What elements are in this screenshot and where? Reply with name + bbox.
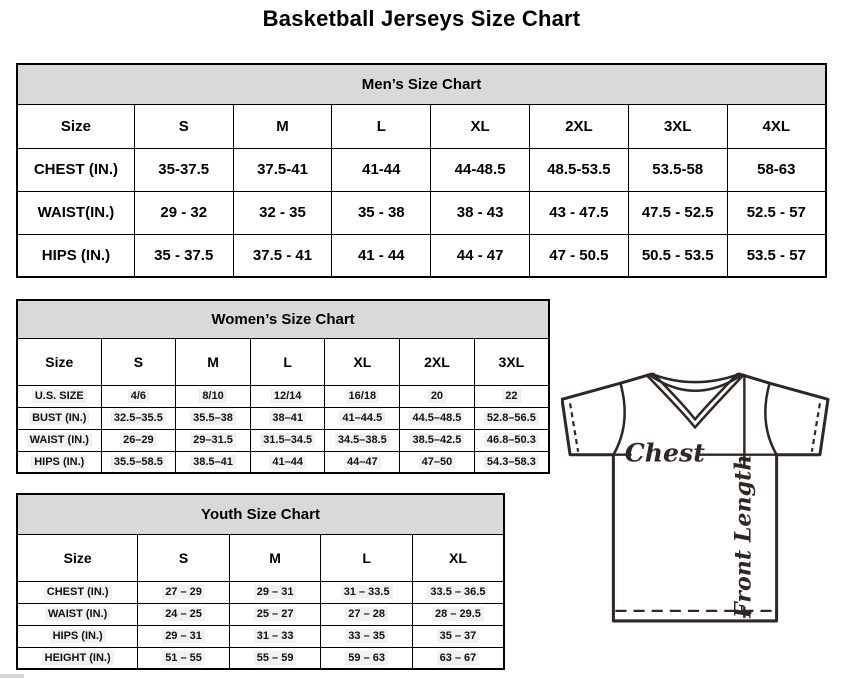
- table-cell: [250, 407, 325, 429]
- youth-chart-header-row: [17, 494, 504, 534]
- table-cell: [229, 647, 321, 669]
- table-cell: [176, 429, 251, 451]
- table-row: [17, 191, 826, 234]
- table-cell: [628, 191, 727, 234]
- table-cell: [229, 581, 321, 603]
- womens-column-header-row: [17, 338, 549, 385]
- table-row: [17, 625, 504, 647]
- table-cell: [325, 407, 400, 429]
- cell-value: 38.5–42.5: [409, 433, 464, 447]
- cell-value: 8/10: [199, 389, 226, 403]
- front-length-label: Front Length: [730, 454, 757, 619]
- mens-chart-title: Men’s Size Chart: [17, 64, 826, 104]
- cell-value: 20: [428, 389, 446, 403]
- cell-value: 35 – 37: [437, 629, 480, 643]
- cell-value: 43 - 47.5: [549, 204, 609, 221]
- column-header: Size: [17, 104, 134, 148]
- table-cell: [431, 191, 530, 234]
- cell-value: 38–41: [269, 411, 306, 425]
- column-header: Size: [17, 338, 101, 385]
- cell-value: 12/14: [271, 389, 305, 403]
- page-title: Basketball Jerseys Size Chart: [262, 6, 581, 31]
- table-cell: [101, 385, 176, 407]
- womens-chart-title: Women’s Size Chart: [17, 300, 549, 338]
- table-cell: [474, 451, 549, 473]
- cell-value: 27 – 28: [345, 607, 388, 621]
- table-cell: [332, 148, 431, 191]
- row-label-cell: [17, 385, 101, 407]
- cell-value: 54.3–58.3: [484, 455, 539, 469]
- table-cell: [134, 148, 233, 191]
- cell-value: 38.5–41: [190, 455, 236, 469]
- cell-value: 29 – 31: [254, 585, 297, 599]
- column-header: M: [229, 534, 321, 581]
- youth-chart-title: Youth Size Chart: [17, 494, 504, 534]
- table-cell: [250, 429, 325, 451]
- table-row: [17, 581, 504, 603]
- table-cell: [233, 191, 332, 234]
- cell-value: 29–31.5: [190, 433, 236, 447]
- table-cell: [176, 407, 251, 429]
- table-cell: [431, 148, 530, 191]
- table-cell: [233, 234, 332, 277]
- table-cell: [321, 581, 413, 603]
- column-header: L: [250, 338, 325, 385]
- table-row: [17, 148, 826, 191]
- cell-value: 41–44: [269, 455, 306, 469]
- cell-value: 28 – 29.5: [432, 607, 484, 621]
- cell-value: 31 – 33: [254, 629, 297, 643]
- cell-value: 22: [502, 389, 520, 403]
- column-header: XL: [431, 104, 530, 148]
- cell-value: 44.5–48.5: [409, 411, 464, 425]
- column-header: S: [101, 338, 176, 385]
- cell-value: 27 – 29: [162, 585, 205, 599]
- table-cell: [727, 191, 826, 234]
- cell-value: 52.8–56.5: [484, 411, 539, 425]
- column-header: 3XL: [628, 104, 727, 148]
- table-cell: [474, 407, 549, 429]
- jersey-dashed-lines: [570, 403, 820, 611]
- column-header: 3XL: [474, 338, 549, 385]
- row-label: HEIGHT (IN.): [42, 651, 114, 665]
- table-cell: [321, 647, 413, 669]
- cell-value: 35.5–58.5: [111, 455, 166, 469]
- table-cell: [250, 385, 325, 407]
- row-label: HIPS (IN.): [31, 455, 87, 469]
- cell-value: 44 - 47: [456, 246, 504, 264]
- jersey-diagram-svg: [561, 365, 831, 625]
- table-cell: [325, 385, 400, 407]
- cell-value: 33 – 35: [345, 629, 388, 643]
- row-label-cell: [17, 407, 101, 429]
- cell-value: 37.5 - 41: [252, 246, 313, 264]
- cell-value: 53.5 - 57: [746, 246, 806, 264]
- youth-column-header-row: [17, 534, 504, 581]
- row-label-cell: [17, 148, 134, 191]
- table-cell: [233, 148, 332, 191]
- table-cell: [628, 148, 727, 191]
- table-cell: [229, 603, 321, 625]
- cell-value: 41 - 44: [357, 246, 405, 264]
- row-label-cell: [17, 451, 101, 473]
- womens-size-chart-table: [16, 299, 550, 474]
- cell-value: 32.5–35.5: [111, 411, 166, 425]
- table-cell: [431, 234, 530, 277]
- cell-value: 29 – 31: [162, 629, 205, 643]
- table-cell: [138, 581, 230, 603]
- cell-value: 46.8–50.3: [484, 433, 539, 447]
- cell-value: 44-48.5: [454, 161, 506, 178]
- cell-value: 51 – 55: [162, 651, 205, 665]
- cell-value: 59 – 63: [345, 651, 388, 665]
- cell-value: 31 – 33.5: [341, 585, 393, 599]
- mens-size-chart-table: [16, 63, 827, 278]
- cell-value: 41–44.5: [339, 411, 385, 425]
- row-label: WAIST (IN.): [27, 433, 92, 447]
- cell-value: 41-44: [362, 161, 401, 178]
- column-header: L: [321, 534, 413, 581]
- row-label-cell: [17, 191, 134, 234]
- mens-column-header-row: [17, 104, 826, 148]
- cell-value: 32 - 35: [259, 204, 306, 221]
- table-cell: [250, 451, 325, 473]
- table-row: [17, 234, 826, 277]
- cell-value: 26–29: [120, 433, 157, 447]
- table-cell: [138, 603, 230, 625]
- table-cell: [628, 234, 727, 277]
- cell-value: 25 – 27: [254, 607, 297, 621]
- cell-value: 35.5–38: [190, 411, 236, 425]
- cell-value: 35-37.5: [158, 161, 210, 178]
- table-cell: [727, 148, 826, 191]
- table-row: [17, 603, 504, 625]
- table-cell: [332, 191, 431, 234]
- row-label: WAIST(IN.): [37, 204, 115, 221]
- cell-value: 24 – 25: [162, 607, 205, 621]
- cell-value: 33.5 – 36.5: [427, 585, 488, 599]
- row-label-cell: [17, 234, 134, 277]
- jersey-outline: [562, 374, 828, 621]
- table-row: [17, 429, 549, 451]
- cell-value: 52.5 - 57: [746, 204, 806, 221]
- table-cell: [727, 234, 826, 277]
- table-cell: [474, 429, 549, 451]
- cell-value: 44–47: [344, 455, 381, 469]
- row-label-cell: [17, 625, 138, 647]
- cell-value: 53.5-58: [652, 161, 704, 178]
- row-label-cell: [17, 429, 101, 451]
- cell-value: 34.5–38.5: [335, 433, 390, 447]
- table-cell: [138, 647, 230, 669]
- column-header: S: [134, 104, 233, 148]
- table-cell: [412, 581, 504, 603]
- cell-value: 4/6: [128, 389, 149, 403]
- jersey-measurement-diagram: [561, 365, 831, 625]
- table-cell: [530, 191, 629, 234]
- column-header: XL: [325, 338, 400, 385]
- table-cell: [400, 429, 475, 451]
- row-label: U.S. SIZE: [32, 389, 87, 403]
- cell-value: 63 – 67: [437, 651, 480, 665]
- mens-chart-header-row: [17, 64, 826, 104]
- chest-label: Chest: [624, 437, 705, 468]
- table-row: [17, 451, 549, 473]
- row-label: BUST (IN.): [29, 411, 89, 425]
- cell-value: 29 - 32: [160, 204, 208, 221]
- row-label: HIPS (IN.): [50, 629, 106, 643]
- row-label-cell: [17, 581, 138, 603]
- youth-size-chart-table: [16, 493, 505, 670]
- cell-value: 47 - 50.5: [549, 246, 609, 264]
- row-label: CHEST (IN.): [44, 585, 112, 599]
- scrollbar-corner-fragment: [0, 674, 24, 678]
- table-cell: [325, 429, 400, 451]
- cell-value: 58-63: [757, 161, 796, 178]
- cell-value: 35 - 37.5: [154, 246, 214, 264]
- row-label: CHEST (IN.): [33, 161, 118, 178]
- table-cell: [474, 385, 549, 407]
- cell-value: 37.5-41: [257, 161, 308, 178]
- column-header: 2XL: [530, 104, 629, 148]
- cell-value: 55 – 59: [254, 651, 297, 665]
- table-cell: [176, 385, 251, 407]
- table-cell: [530, 234, 629, 277]
- column-header: XL: [412, 534, 504, 581]
- column-header: M: [233, 104, 332, 148]
- table-cell: [530, 148, 629, 191]
- column-header: Size: [17, 534, 138, 581]
- cell-value: 16/18: [346, 389, 380, 403]
- row-label: HIPS (IN.): [41, 246, 111, 264]
- cell-value: 47.5 - 52.5: [641, 204, 714, 221]
- table-cell: [101, 429, 176, 451]
- table-cell: [400, 451, 475, 473]
- column-header: M: [176, 338, 251, 385]
- table-cell: [412, 647, 504, 669]
- row-label-cell: [17, 603, 138, 625]
- cell-value: 48.5-53.5: [547, 161, 611, 178]
- column-header: L: [332, 104, 431, 148]
- table-row: [17, 407, 549, 429]
- cell-value: 47–50: [419, 455, 456, 469]
- table-cell: [412, 625, 504, 647]
- table-cell: [101, 451, 176, 473]
- womens-chart-header-row: [17, 300, 549, 338]
- table-cell: [321, 625, 413, 647]
- column-header: 2XL: [400, 338, 475, 385]
- cell-value: 31.5–34.5: [260, 433, 315, 447]
- column-header: 4XL: [727, 104, 826, 148]
- column-header: S: [138, 534, 230, 581]
- cell-value: 50.5 - 53.5: [641, 246, 714, 264]
- table-row: [17, 385, 549, 407]
- table-cell: [134, 191, 233, 234]
- table-cell: [400, 407, 475, 429]
- table-cell: [400, 385, 475, 407]
- table-cell: [176, 451, 251, 473]
- cell-value: 35 - 38: [357, 204, 405, 221]
- table-cell: [332, 234, 431, 277]
- table-cell: [325, 451, 400, 473]
- row-label: WAIST (IN.): [45, 607, 110, 621]
- table-cell: [134, 234, 233, 277]
- table-cell: [138, 625, 230, 647]
- table-row: [17, 647, 504, 669]
- table-cell: [321, 603, 413, 625]
- row-label-cell: [17, 647, 138, 669]
- table-cell: [412, 603, 504, 625]
- table-cell: [101, 407, 176, 429]
- table-cell: [229, 625, 321, 647]
- cell-value: 38 - 43: [456, 204, 504, 221]
